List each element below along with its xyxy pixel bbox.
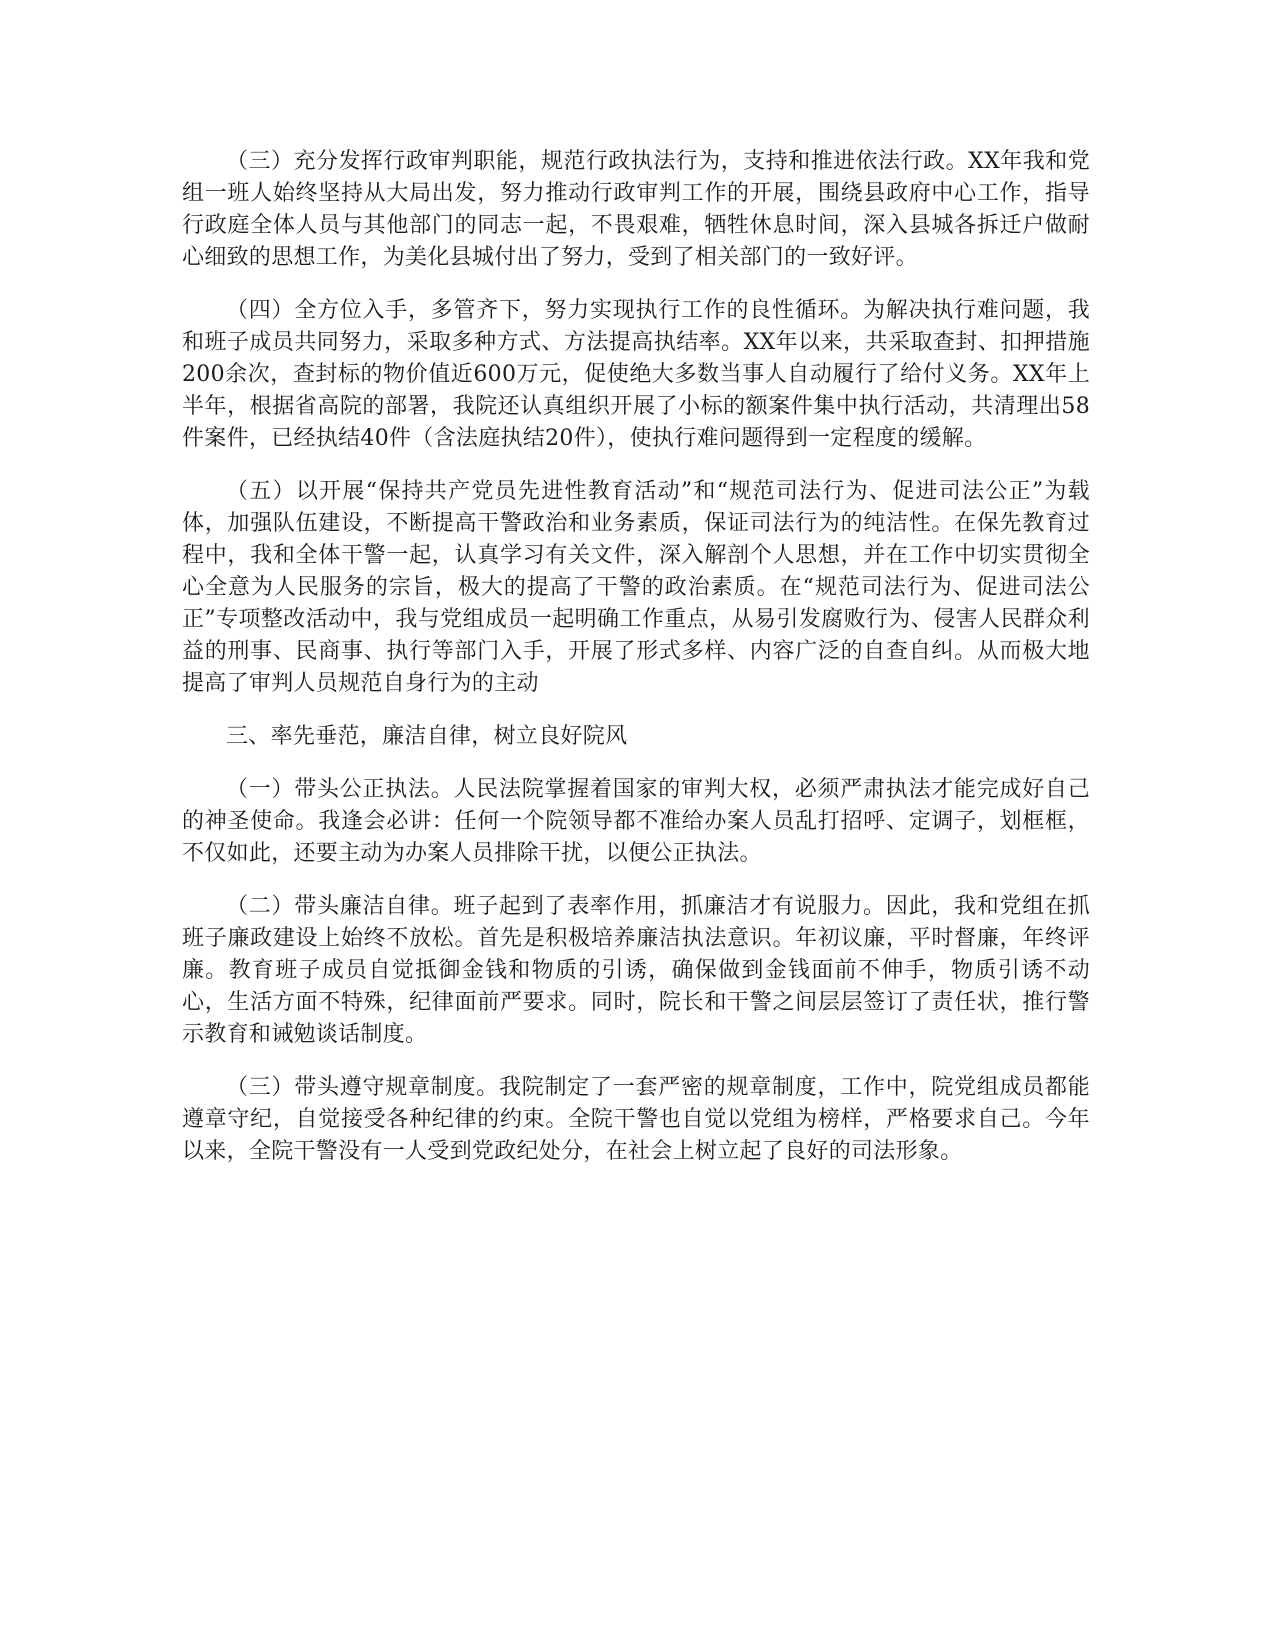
section-heading: 三、率先垂范，廉洁自律，树立良好院风 bbox=[226, 724, 628, 749]
paragraph-rules-compliance: （三）带头遵守规章制度。我院制定了一套严密的规章制度，工作中，院党组成员都能遵章守纪，自觉接受各种纪律的约束。全院干警也自觉以党组为榜样，严格要求自己。今年以来，全院干警没有一人受到党政纪处分，在社会上树立起了良好的司法形象。 bbox=[182, 1075, 1090, 1164]
paragraph-enforcement-work: （四）全方位入手，多管齐下，努力实现执行工作的良性循环。为解决执行难问题，我和班子成员共同努力，采取多种方式、方法提高执结率。XX年以来，共采取查封、扣押措施200余次，查封标的物价值近600万元，促使绝大多数当事人自动履行了给付义务。XX年上半年，根据省高院的部署，我院还认真组织开展了小标的额案件集中执行活动，共清理出58件案件，已经执结40件（含法庭执结20件），使执行难问题得到一定程度的缓解。 bbox=[182, 298, 1090, 451]
paragraph-integrity-discipline: （二）带头廉洁自律。班子起到了表率作用，抓廉洁才有说服力。因此，我和党组在抓班子廉政建设上始终不放松。首先是积极培养廉洁执法意识。年初议廉，平时督廉，年终评廉。教育班子成员自觉抵御金钱和物质的引诱，确保做到金钱面前不伸手，物质引诱不动心，生活方面不特殊，纪律面前严要求。同时，院长和干警之间层层签订了责任状，推行警示教育和诫勉谈话制度。 bbox=[182, 894, 1090, 1047]
paragraph-fair-enforcement: （一）带头公正执法。人民法院掌握着国家的审判大权，必须严肃执法才能完成好自己的神圣使命。我逢会必讲：任何一个院领导都不准给办案人员乱打招呼、定调子，划框框，不仅如此，还要主动为办案人员排除干扰，以便公正执法。 bbox=[182, 777, 1090, 866]
paragraph-administrative-trial: （三）充分发挥行政审判职能，规范行政执法行为，支持和推进依法行政。XX年我和党组一班人始终坚持从大局出发，努力推动行政审判工作的开展，围绕县政府中心工作，指导行政庭全体人员与其他部门的同志一起，不畏艰难，牺牲休息时间，深入县城各拆迁户做耐心细致的思想工作，为美化县城付出了努力，受到了相关部门的一致好评。 bbox=[182, 149, 1090, 270]
paragraph-team-building: （五）以开展“保持共产党员先进性教育活动”和“规范司法行为、促进司法公正”为载体，加强队伍建设，不断提高干警政治和业务素质，保证司法行为的纯洁性。在保先教育过程中，我和全体干警一起，认真学习有关文件，深入解剖个人思想，并在工作中切实贯彻全心全意为人民服务的宗旨，极大的提高了干警的政治素质。在“规范司法行为、促进司法公正”专项整改活动中，我与党组成员一起明确工作重点，从易引发腐败行为、侵害人民群众利益的刑事、民商事、执行等部门入手，开展了形式多样、内容广泛的自查自纠。从而极大地提高了审判人员规范自身行为的主动 bbox=[182, 479, 1090, 696]
document-body bbox=[182, 146, 1090, 1189]
